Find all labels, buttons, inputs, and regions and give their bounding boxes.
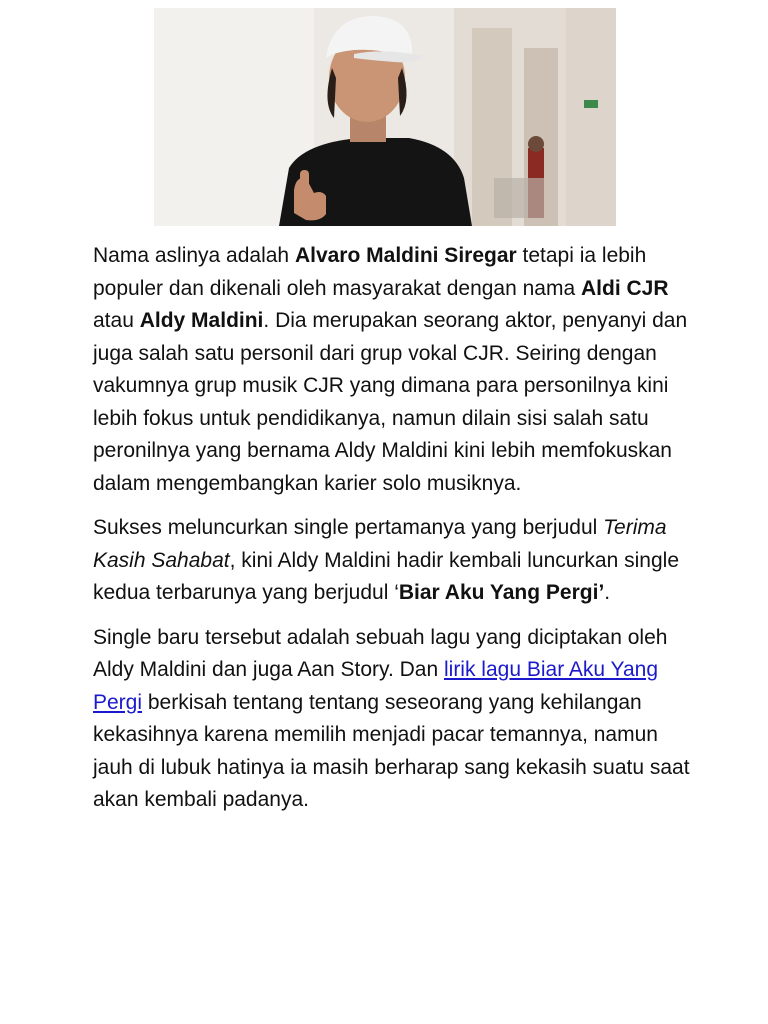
person-thumbs-up-photo <box>154 8 616 226</box>
bold-song-title: Biar Aku Yang Pergi’ <box>398 581 605 604</box>
article-photo <box>154 8 616 226</box>
paragraph-1 <box>93 240 693 500</box>
text: . <box>604 581 611 604</box>
bold-name-stage: Aldy Maldini <box>139 309 264 332</box>
text: . Dia merupakan seorang aktor, penyanyi dan juga salah satu personil dari grup vokal CJR. Seiring dengan vakumnya grup musik CJR yang dimana para personilnya kini lebih fokus untuk pendidikanya, namun dilain sisi salah satu peronilnya yang bernama Aldy Maldini kini lebih memfokuskan dalam mengembangkan karier solo musiknya. <box>93 309 688 495</box>
lyrics-link[interactable]: lirik lagu Biar Aku Yang Pergi <box>93 658 658 714</box>
bold-name-full: Alvaro Maldini Siregar <box>294 244 517 267</box>
bold-name-nickname: Aldi CJR <box>581 276 669 300</box>
text: berkisah tentang tentang seseorang yang kehilangan kekasihnya karena memilih menjadi pacar temannya, namun jauh di lubuk hatinya ia masih berharap sang kekasih suatu saat akan kembali padanya. <box>93 690 690 811</box>
text: Nama aslinya adalah <box>93 244 295 267</box>
paragraph-3 <box>93 622 693 817</box>
text: atau <box>93 309 140 332</box>
text: Single baru tersebut adalah sebuah lagu yang diciptakan oleh Aldy Maldini dan juga Aan Story. Dan <box>93 625 668 681</box>
text: Sukses meluncurkan single pertamanya yang berjudul <box>93 516 604 539</box>
paragraph-2 <box>93 512 693 610</box>
italic-song-title: Terima Kasih Sahabat <box>93 516 667 572</box>
text: tetapi ia lebih populer dan dikenali oleh masyarakat dengan nama <box>93 244 647 300</box>
text: , kini Aldy Maldini hadir kembali luncurkan single kedua terbarunya yang berjudul ‘ <box>93 548 679 604</box>
article-body <box>93 240 693 829</box>
